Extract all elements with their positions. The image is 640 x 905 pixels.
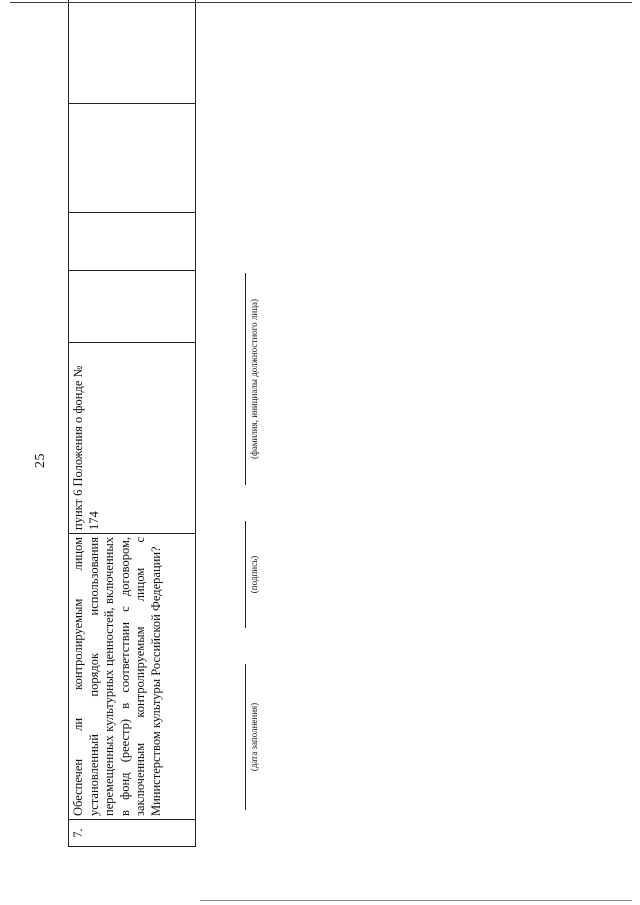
name-line <box>245 273 246 485</box>
name-caption: (фамилия, инициалы должностного лица) <box>249 299 259 460</box>
answer-cell-no <box>69 213 196 271</box>
checklist-table <box>68 0 196 847</box>
date-caption: (дата заполнения) <box>249 702 259 772</box>
note-cell <box>69 0 196 104</box>
page-number: 25 <box>33 453 48 468</box>
reference-cell: пункт 6 Положения о фонде № 174 <box>69 343 196 534</box>
date-line <box>245 664 246 810</box>
question-cell: Обеспечен ли контролируемым лицом установленный порядок использования перемещенных культурных ценностей, включенных в фонд (реестр) в соответствии с договором, заключенным контролируемым лицом с Министерством культуры Российской Федерации? <box>69 534 196 820</box>
signature-caption: (подпись) <box>249 555 259 594</box>
row-number: 7. <box>69 820 196 847</box>
signature-line <box>245 521 246 628</box>
answer-cell-not-applicable <box>69 104 196 213</box>
answer-cell-yes <box>69 271 196 343</box>
table-row <box>69 0 196 847</box>
